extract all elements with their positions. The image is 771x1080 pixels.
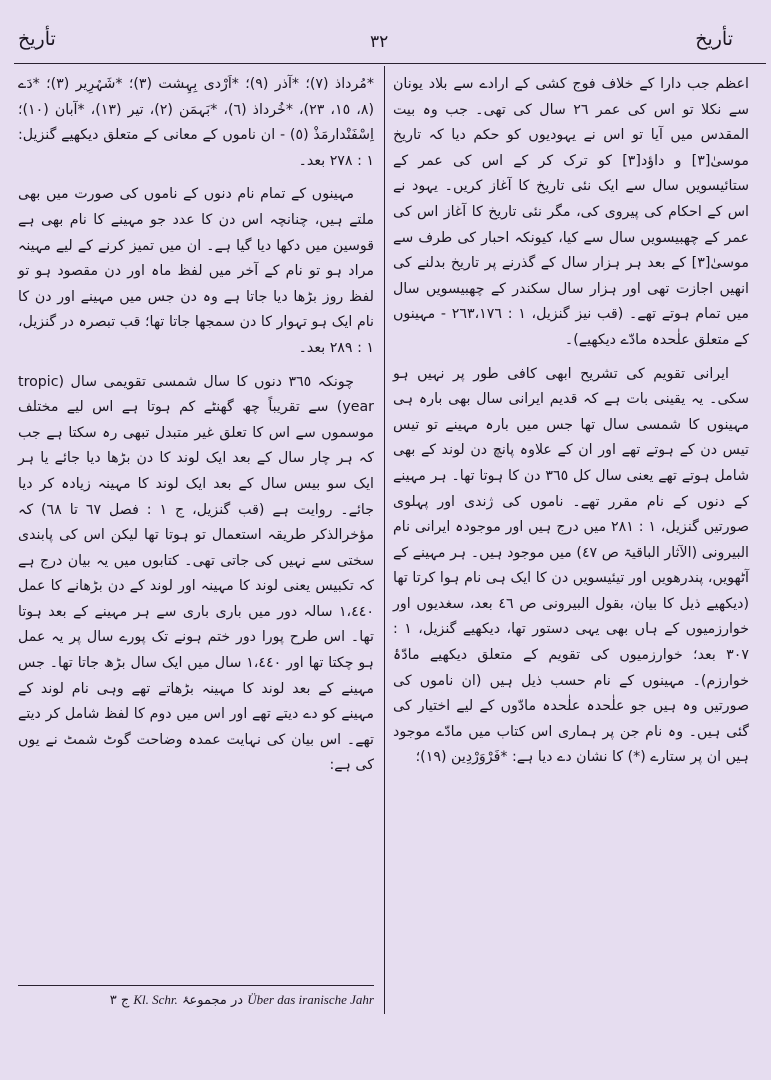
page-number: ٣٢ [370,32,389,52]
header-title-left: تأریخ [18,28,56,50]
left-paragraph-3: چونکہ ٣٦٥ دنوں کا سال شمسی تقویمی سال (tropic year) سے تقریباً چھ گھنٹے کم ہوتا ہے اس لیے مختلف موسموں سے اس کا تعلق غیر متبدل تبھی رہ سکتا ہے جب کہ ہر چار سال کے بعد ایک لوند کا دن بڑھا دیا جائے یا ہر ایک سو بیس سال کے بعد ایک لوند کا مہینہ زیادہ کر دیا جائے۔ روایت ہے (قب گنزیل، ج ١ : فصل ٦٧ تا ٦٨) کہ مؤخرالذکر طریقہ استعمال تو ہوتا تھا لیکن اس کی پابندی سختی سے نہیں کی جاتی تھی۔ کتابوں میں یہ بیان درج ہے کہ تکبیس یعنی لوند کا مہینہ اور لوند کے دن بڑھانے کا عمل ١،٤٤٠ سالہ دور میں باری باری سے ہر مہینے کے بعد ہوتا تھا۔ اس طرح پورا دور ختم ہونے تک پورے سال پر یہ عمل ہو چکتا تھا اور ١،٤٤٠ سال میں ایک سال بڑھ جاتا تھا۔ جس مہینے کے بعد لوند کا مہینہ بڑھاتے تھے وہی نام لوند کے مہینے کو دے دیتے تھے اور اس میں دوم کا لفظ شامل کر دیتے تھے۔ اس بیان کی نہایت عمدہ وضاحت گوٹ شمٹ نے یوں کی ہے: [18,373,375,774]
footnote-connector: در مجموعۂ [181,993,244,1008]
header-rule [14,63,766,64]
left-column [18,72,374,787]
footnote-source: Kl. Schr. [133,992,178,1007]
footnote-volume: ج ٣ [109,993,130,1008]
header-title-right: تأریخ [695,28,733,50]
right-column [393,72,749,779]
right-paragraph-1: اعظم جب دارا کے خلاف فوج کشی کے ارادے سے بلاد یونان سے نکلا تو اس کی عمر ٢٦ سال کی تھی۔ جب وہ بیت المقدس میں آیا تو اس نے یہودیوں کو حکم دیا کہ تاریخ موسیٰ[٣] و داؤد[٣] کو ترک کر کے اس کی عمر کے ستائیسویں سال سے ایک نئی تاریخ کا آغاز کریں۔ یہود نے اس کے احکام کی پیروی کی، مگر نئی تاریخ کا آغاز اس کی عمر کے چھبیسویں سال سے کیا، کیونکہ احبار کی طرف سے موسیٰ[٣] کے بعد ہر ہزار سال کے گذرنے پر تاریخ بدلنے کی انھیں اجازت تھی اور ہزار سال سکندر کے چھبیسویں سال میں تمام ہوتے تھے۔ (قب نیز گنزیل، ١ : ٢٦٣،١٧٦ - مہینوں کے متعلق علٰحدہ مادّے دیکھیے)۔ [393,76,749,348]
footnote-title: Über das iranische Jahr [247,992,374,1007]
left-paragraph-1: *مُرداذ (٧)؛ *آذر (٩)؛ *اَرْدی بِہِشت (٣)؛ *شَہْرِیر (٣)؛ *دَے (٨، ١٥، ٢٣)، *خُرداذ (٦)، *بَہمَن (٢)، تیر (١٣)، *آبان (١٠)؛ اِسْفَنْدارمَذْ (٥) - ان ناموں کے معانی کے متعلق دیکھیے گنزیل: ١ : ٢٧٨ بعد۔ [18,76,375,169]
footnote-line [18,985,374,1011]
right-paragraph-2: ایرانی تقویم کی تشریح ابھی کافی طور پر نہیں ہو سکی۔ یہ یقینی بات ہے کہ قدیم ایرانی سال بھی بارہ ہی مہینوں کا شمسی سال تھا جس میں بارہ مہینے تو تیس تیس دن کے ہوتے تھے اور ان کے علاوہ پانچ دن لوند کے بھی شامل ہوتے تھے یعنی سال کل ٣٦٥ دن کا ہوتا تھا۔ ہر مہینے کے دنوں کے نام مقرر تھے۔ ناموں کی ژندی اور پہلوی صورتیں گنزیل، ١ : ٢٨١ میں درج ہیں اور موجودہ ایرانی نام البیرونی (الآثار الباقیۃ ص ٤٧) میں موجود ہیں۔ ہر مہینے کے آٹھویں، پندرھویں اور تیئیسویں دن کا ایک ہی نام ہوا کرتا تھا (دیکھیے ذیل کا بیان، بقول البیرونی ص ٤٦ بعد، سغدیوں اور خوارزمیوں کے ہاں بھی یہی دستور تھا، دیکھیے گنزیل، ١ : ٣٠٧ بعد؛ خوارزمیوں کی تقویم کے متعلق دیکھیے مادّۂ خوارزم)۔ مہینوں کے نام حسب ذیل ہیں (ان ناموں کی صورتیں وہ ہیں جو علٰحدہ علٰحدہ مادّوں کے لیے اختیار کی گئی ہیں۔ وہ نام جن پر ہماری اس کتاب میں مادّے موجود ہیں ان پر ستارے (*) کا نشان دے دیا ہے: *فَرْوَرْدِین (١٩)؛ [393,365,749,766]
column-divider [384,66,385,1014]
left-paragraph-2: مہینوں کے تمام نام دنوں کے ناموں کی صورت میں بھی ملتے ہیں، چنانچہ اس دن کا عدد جو مہینے کا نام بھی ہے قوسین میں دکھا دیا گیا ہے۔ ان میں تمیز کرنے کے لیے مہینہ مراد ہو تو نام کے آخر میں لفظ ماہ اور دن مقصود ہو تو لفظ روز بڑھا دیا جاتا ہے وہ دن جس میں مہینے اور دن کا نام ایک ہو تہوار کا دن سمجھا جاتا تھا؛ قب تبصرہ در گنزیل، ١ : ٢٨٩ بعد۔ [18,186,374,356]
